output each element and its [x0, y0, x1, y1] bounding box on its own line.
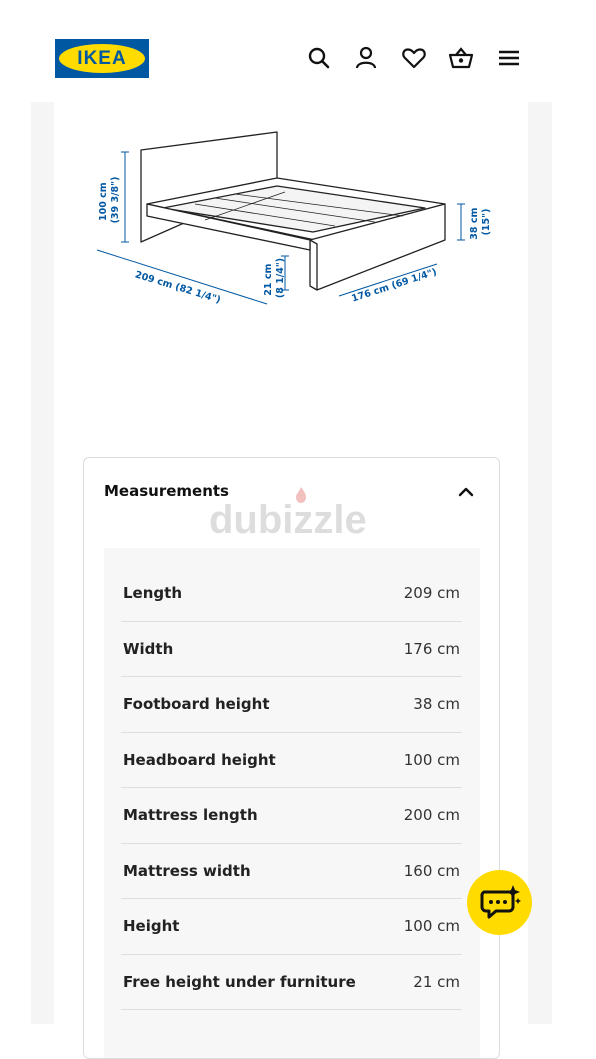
measurements-table [121, 566, 462, 1010]
row-value: 100 cm [403, 917, 460, 935]
logo-text: IKEA [77, 48, 127, 69]
row-label: Footboard height [123, 695, 270, 713]
table-row [121, 844, 462, 900]
ikea-logo[interactable] [55, 39, 149, 78]
row-value: 21 cm [413, 972, 460, 991]
table-row [121, 622, 462, 678]
site-header [0, 0, 596, 102]
width-dim-label: 176 cm (69 1/4") [350, 266, 439, 305]
row-label: Length [123, 584, 182, 602]
length-dim-label: 209 cm (82 1/4") [133, 269, 222, 306]
chat-sparkle-icon [467, 870, 532, 935]
bed-dimension-diagram [85, 122, 505, 322]
measurements-card [83, 457, 500, 1059]
row-label: Width [123, 639, 174, 658]
row-value: 38 cm [413, 695, 460, 713]
headboard-dim-label: 100 cm (39 3/8") [98, 176, 121, 224]
table-row [121, 733, 462, 789]
row-value: 200 cm [403, 806, 460, 824]
table-row [121, 899, 462, 955]
account-icon[interactable] [352, 44, 380, 72]
section-title[interactable]: Measurements [104, 482, 229, 500]
table-row [121, 788, 462, 844]
page-gutter-left [31, 102, 54, 1024]
clearance-dim-label: 21 cm (8 1/4") [263, 257, 286, 299]
row-value: 176 cm [403, 639, 460, 658]
table-row [121, 566, 462, 622]
table-row [121, 955, 462, 1011]
row-label: Headboard height [123, 750, 276, 769]
row-label: Free height under furniture [123, 972, 356, 991]
row-value: 100 cm [403, 750, 460, 769]
dubizzle-watermark: dubizzle [209, 498, 367, 542]
row-label: Height [123, 917, 180, 935]
basket-icon[interactable] [447, 44, 475, 72]
row-value: 160 cm [403, 861, 460, 880]
row-label: Mattress length [123, 806, 258, 824]
search-icon[interactable] [305, 44, 333, 72]
row-label: Mattress width [123, 861, 251, 880]
row-value: 209 cm [403, 584, 460, 602]
menu-icon[interactable] [495, 44, 523, 72]
chevron-up-icon[interactable] [456, 482, 476, 502]
table-row [121, 677, 462, 733]
heart-icon[interactable] [400, 44, 428, 72]
chat-assistant-button[interactable] [467, 870, 532, 935]
footboard-dim-label: 38 cm (15") [469, 207, 492, 240]
